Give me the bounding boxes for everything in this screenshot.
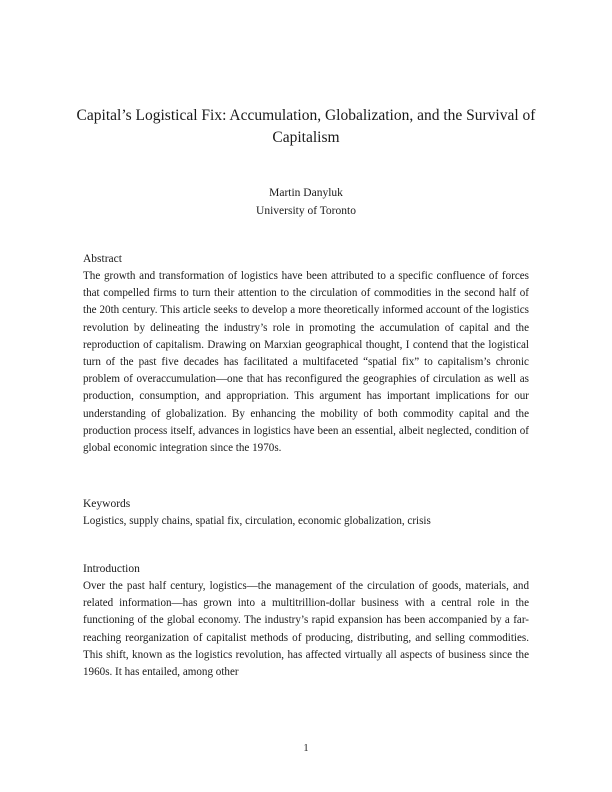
- abstract-text: The growth and transformation of logistics have been attributed to a specific confluence of forces that compelled firms to turn their attention to the circulation of commodities in the second half of the 20th century. This article seeks to develop a more theoretically informed account of the logistics revolution by delineating the industry’s role in promoting the accumulation of capital and the reproduction of capitalism. Drawing on Marxian geographical thought, I contend that the logistical turn of the past five decades has facilitated a multifaceted “spatial fix” to capitalism’s chronic problem of overaccumulation—one that has reconfigured the geographies of circulation as well as production, consumption, and appropriation. This argument has important implications for our understanding of globalization. By enhancing the mobility of both commodity capital and the production process itself, advances in logistics have been an essential, albeit neglected, condition of global economic integration since the 1970s.: [83, 270, 529, 455]
- keywords-heading: Keywords: [83, 498, 131, 510]
- keywords-section: [83, 496, 529, 530]
- abstract-section: [83, 251, 529, 457]
- author-block: [60, 184, 552, 220]
- page-number: 1: [303, 743, 309, 754]
- abstract-heading: Abstract: [83, 253, 122, 265]
- keywords-text: Logistics, supply chains, spatial fix, circulation, economic globalization, crisis: [83, 515, 431, 527]
- author-affiliation: University of Toronto: [256, 205, 356, 217]
- introduction-heading: Introduction: [83, 563, 140, 575]
- introduction-text: Over the past half century, logistics—the management of the circulation of goods, materials, and related information—has grown into a multitrillion-dollar business with a central role in the functioning of the global economy. The industry’s rapid expansion has been accompanied by a far-reaching reorganization of capitalist methods of producing, distributing, and selling commodities. This shift, known as the logistics revolution, has affected virtually all aspects of business since the 1960s. It has entailed, among other: [83, 580, 529, 679]
- introduction-section: [83, 561, 529, 681]
- paper-title: Capital’s Logistical Fix: Accumulation, Globalization, and the Survival of Capitalism: [76, 107, 536, 146]
- author-name: Martin Danyluk: [269, 187, 343, 199]
